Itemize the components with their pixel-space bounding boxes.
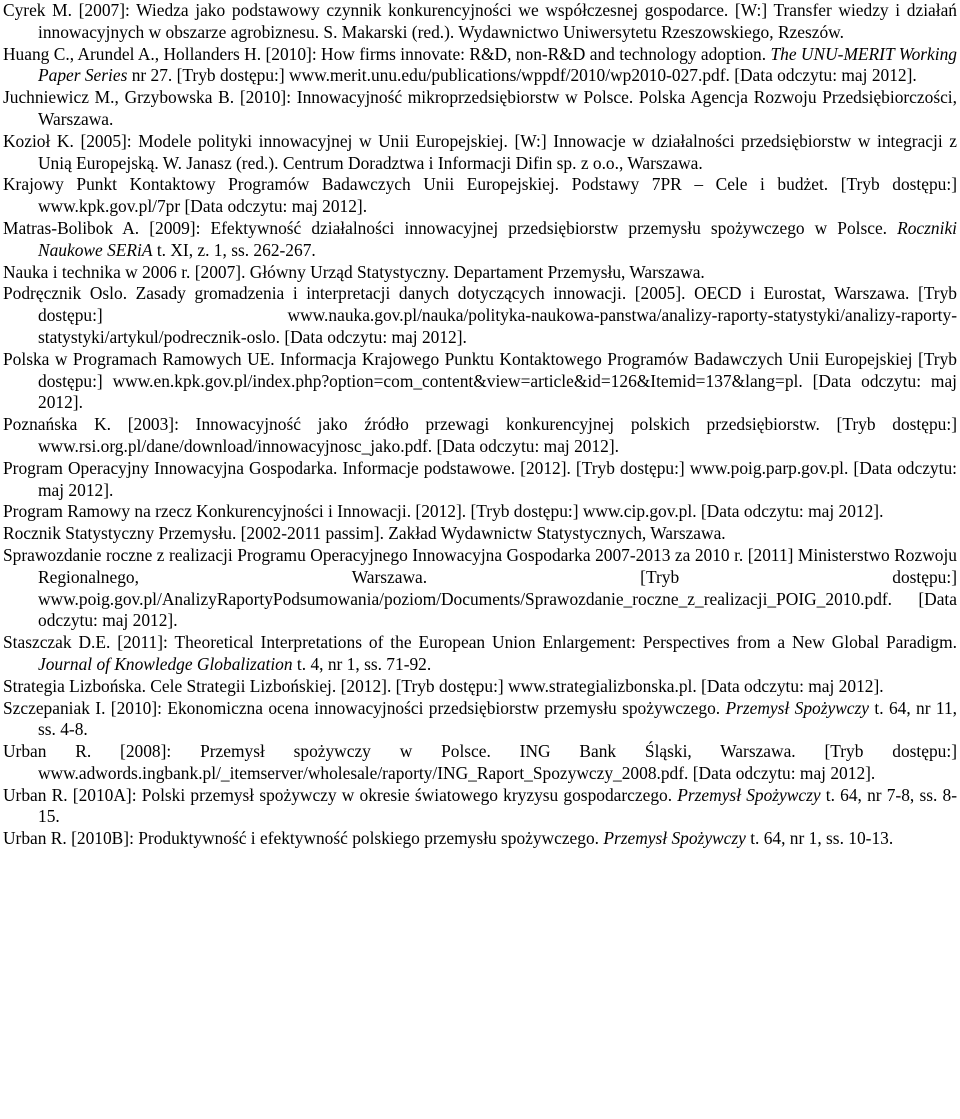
reference-text: Kozioł K. [2005]: Modele polityki innowacyjnej w Unii Europejskiej. [W:] Innowacje w działalności przedsiębiorstw w integracji z Unią Europejską. W. Janasz (red.). Centrum Doradztwa i Informacji Difin sp. z o.o., Warszawa. [3,130,957,173]
reference-entry [3,632,957,676]
reference-text: Nauka i technika w 2006 r. [2007]. Główny Urząd Statystyczny. Departament Przemysłu, Warszawa. [3,261,705,282]
reference-entry [3,131,957,175]
reference-tail: t. 64, nr 7-8, ss. 8-15. [38,784,958,827]
reference-text: Polska w Programach Ramowych UE. Informacja Krajowego Punktu Kontaktowego Programów Badawczych Unii Europejskiej [Tryb dostępu:] www.en.kpk.gov.pl/index.php?option=com_content&view=article&id=126&Itemid=137&lang=pl. [Data odczytu: maj 2012]. [3,348,957,413]
reference-text: Krajowy Punkt Kontaktowy Programów Badawczych Unii Europejskiej. Podstawy 7PR – Cele i budżet. [Tryb dostępu:] www.kpk.gov.pl/7pr [Data odczytu: maj 2012]. [3,174,957,217]
reference-text: Program Operacyjny Innowacyjna Gospodarka. Informacje podstawowe. [2012]. [Tryb dostępu:] www.poig.parp.gov.pl. [Data odczytu: maj 2012]. [3,457,957,500]
reference-entry [3,283,957,348]
reference-entry [3,828,957,850]
reference-entry [3,545,957,632]
reference-tail: nr 27. [Tryb dostępu:] www.merit.unu.edu/publications/wppdf/2010/wp2010-027.pdf. [Data odczytu: maj 2012]. [127,65,917,86]
reference-text: Staszczak D.E. [2011]: Theoretical Interpretations of the European Union Enlargement: Perspectives from a New Global Paradigm. [3,632,957,653]
reference-text: Strategia Lizbońska. Cele Strategii Lizbońskiej. [2012]. [Tryb dostępu:] www.strategializbonska.pl. [Data odczytu: maj 2012]. [3,675,884,696]
reference-journal: Przemysł Spożywczy [725,697,870,718]
reference-entry [3,698,957,742]
reference-text: Matras-Bolibok A. [2009]: Efektywność działalności innowacyjnej przedsiębiorstw przemysłu spożywczego w Polsce. [3,217,898,238]
reference-tail: t. 4, nr 1, ss. 71-92. [292,653,432,674]
reference-entry [3,414,957,458]
reference-entry [3,87,957,131]
reference-tail: t. 64, nr 1, ss. 10-13. [745,828,894,849]
reference-entry [3,262,957,284]
reference-journal: Przemysł Spożywczy [677,784,821,805]
reference-journal: Journal of Knowledge Globalization [38,653,293,674]
reference-text: Urban R. [2010A]: Polski przemysł spożywczy w okresie światowego kryzysu gospodarczego. [3,784,678,805]
reference-text: Poznańska K. [2003]: Innowacyjność jako źródło przewagi konkurencyjnej polskich przedsiębiorstw. [Tryb dostępu:] www.rsi.org.pl/dane/download/innowacyjnosc_jako.pdf. [Data odczytu: maj 2012]. [3,414,957,456]
reference-entry [3,741,957,785]
reference-text: Urban R. [2010B]: Produktywność i efektywność polskiego przemysłu spożywczego. [3,828,604,849]
reference-text: Program Ramowy na rzecz Konkurencyjności i Innowacji. [2012]. [Tryb dostępu:] www.cip.gov.pl. [Data odczytu: maj 2012]. [3,501,884,522]
reference-entry [3,785,957,829]
reference-tail: t. 64, nr 11, ss. 4-8. [38,697,958,740]
reference-text: Podręcznik Oslo. Zasady gromadzenia i interpretacji danych dotyczących innowacji. [2005]. OECD i Eurostat, Warszawa. [Tryb dostępu:] www.nauka.gov.pl/nauka/polityka-naukowa-panstwa/analizy-raporty-statystyki/analizy-raporty-statystyki/artykul/podrecznik-oslo. [Data odczytu: maj 2012]. [3,283,957,347]
reference-entry [3,349,957,414]
reference-entry [3,458,957,502]
reference-text: Rocznik Statystyczny Przemysłu. [2002-2011 passim]. Zakład Wydawnictw Statystycznych, Warszawa. [3,523,726,544]
reference-text: Urban R. [2008]: Przemysł spożywczy w Polsce. ING Bank Śląski, Warszawa. [Tryb dostępu:] www.adwords.ingbank.pl/_itemserver/wholesale/raporty/ING_Raport_Spozywczy_2008.pdf. [Data odczytu: maj 2012]. [3,741,957,783]
reference-entry [3,523,957,545]
reference-text: Cyrek M. [2007]: Wiedza jako podstawowy czynnik konkurencyjności we współczesnej gospodarce. [W:] Transfer wiedzy i działań innowacyjnych w obszarze agrobiznesu. S. Makarski (red.). Wydawnictwo Uniwersytetu Rzeszowskiego, Rzeszów. [3,0,957,42]
reference-text: Sprawozdanie roczne z realizacji Programu Operacyjnego Innowacyjna Gospodarka 2007-2013 za 2010 r. [2011] Ministerstwo Rozwoju Regionalnego, Warszawa. [Tryb dostępu:] www.poig.gov.pl/AnalizyRaportyPodsumowania/poziom/Documents/Sprawozdanie_roczne_z_realizacji_POIG_2010.pdf. [Data odczytu: maj 2012]. [3,544,957,631]
reference-journal: The UNU-MERIT Working Paper Series [38,43,957,86]
reference-tail: t. XI, z. 1, ss. 262-267. [152,239,316,260]
reference-entry [3,0,957,44]
reference-text: Huang C., Arundel A., Hollanders H. [2010]: How firms innovate: R&D, non-R&D and technology adoption. [3,43,771,64]
reference-entry [3,44,957,88]
reference-entry [3,676,957,698]
reference-entry [3,218,957,262]
reference-entry [3,174,957,218]
reference-text: Juchniewicz M., Grzybowska B. [2010]: Innowacyjność mikroprzedsiębiorstw w Polsce. Polska Agencja Rozwoju Przedsiębiorczości, Warszawa. [3,87,957,129]
reference-journal: Roczniki Naukowe SERiA [38,217,957,260]
reference-text: Szczepaniak I. [2010]: Ekonomiczna ocena innowacyjności przedsiębiorstw przemysłu spożywczego. [3,697,726,718]
reference-entry [3,501,957,523]
reference-journal: Przemysł Spożywczy [603,828,746,849]
